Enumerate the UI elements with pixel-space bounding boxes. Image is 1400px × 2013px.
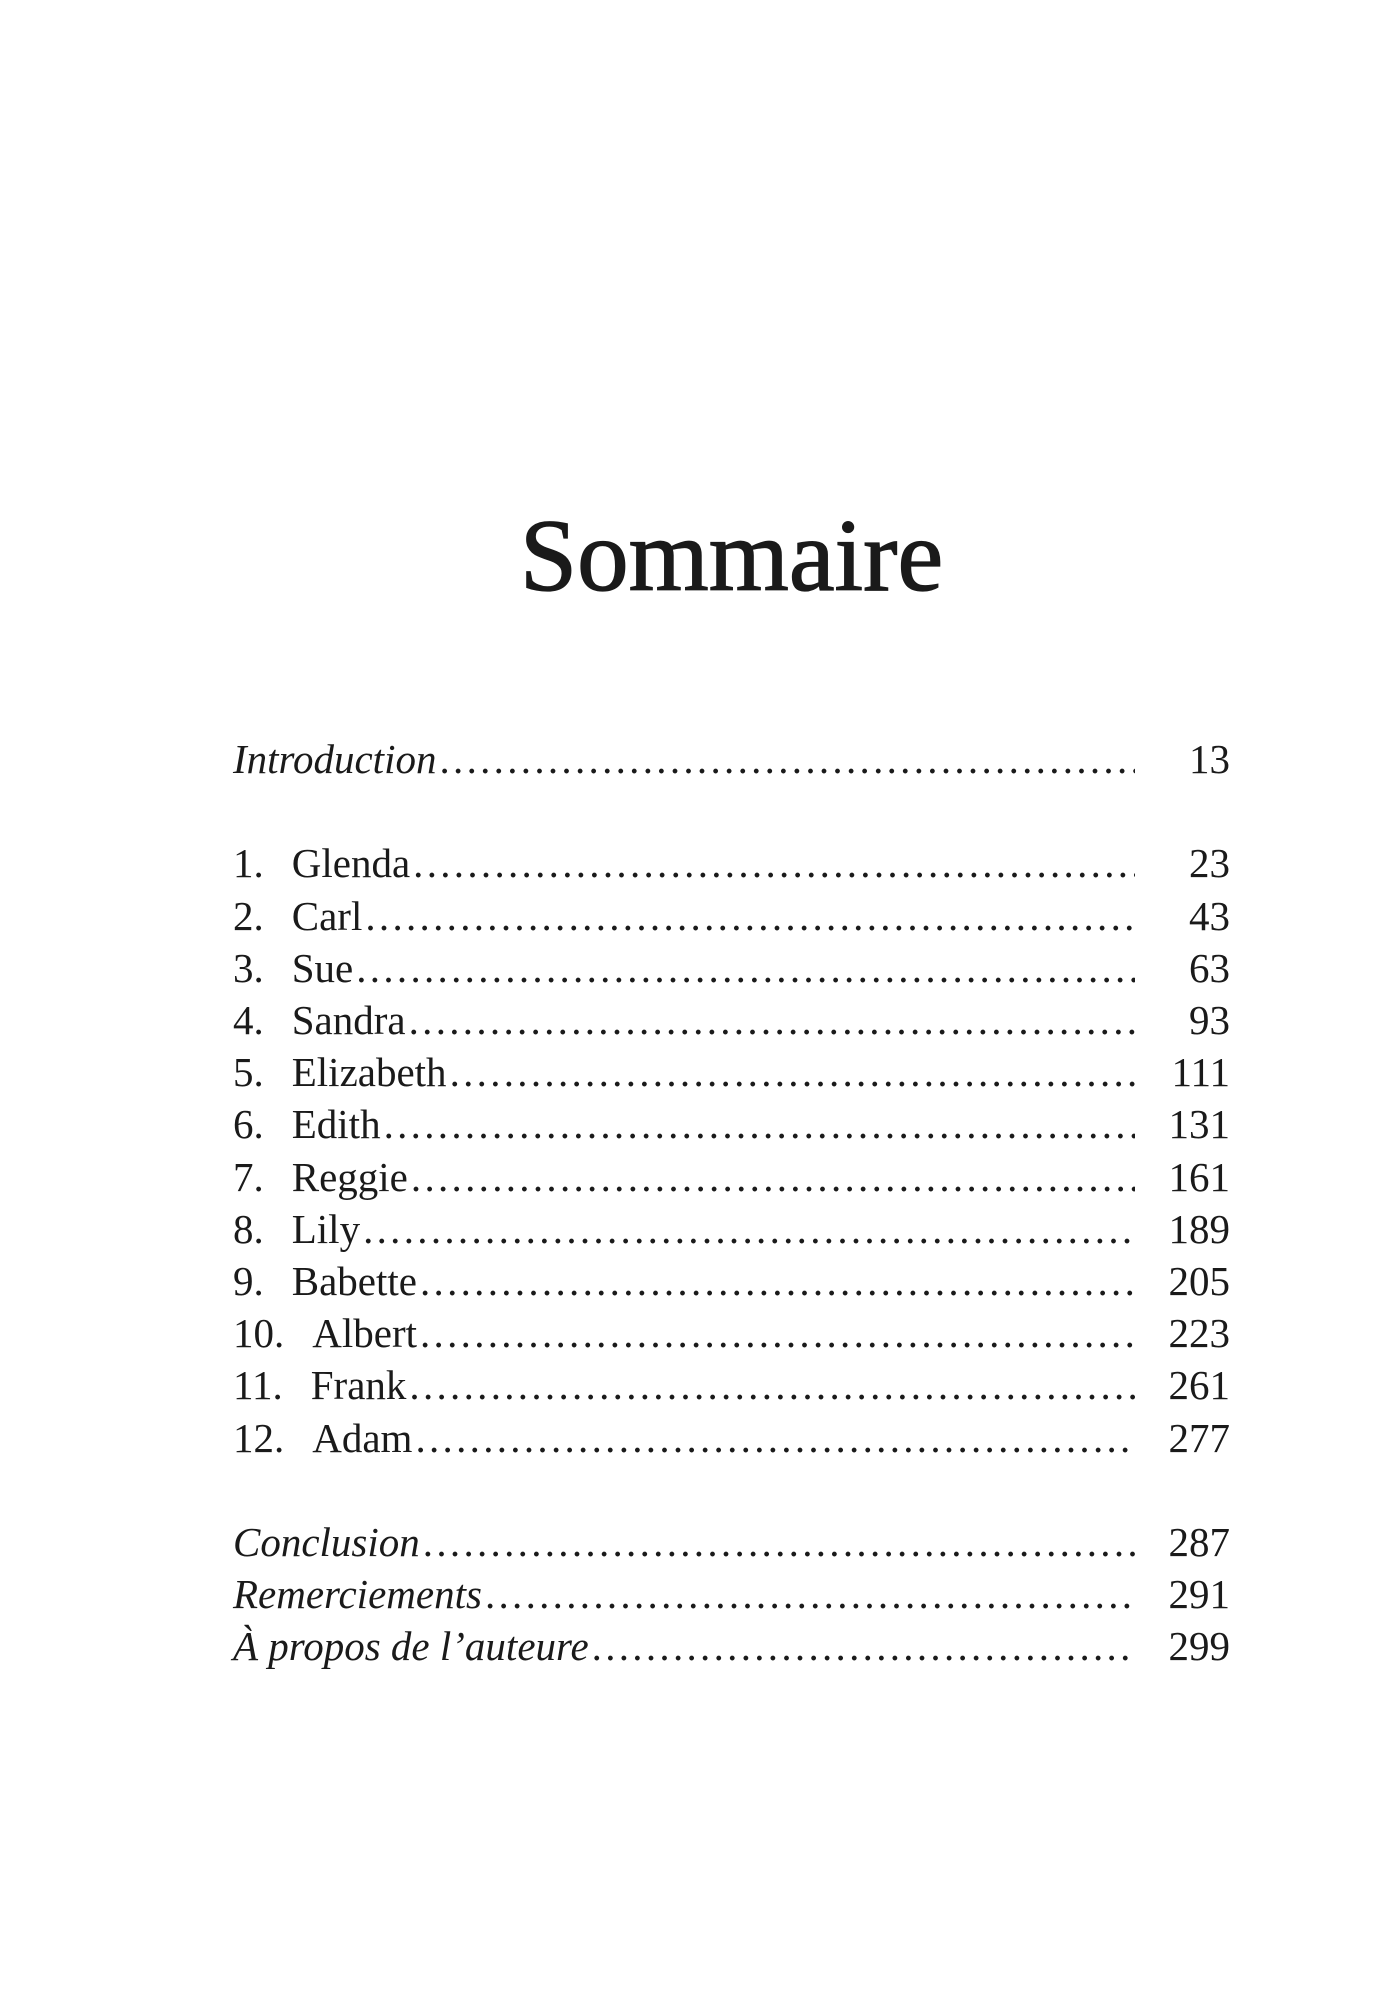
toc-row xyxy=(233,837,1230,889)
dot-leader xyxy=(423,1516,1135,1568)
toc-entry-number: 7. xyxy=(233,1153,264,1200)
toc-entry-number: 4. xyxy=(233,997,264,1043)
toc-page-number: 291 xyxy=(1168,1571,1230,1618)
toc-entry-label: Carl xyxy=(291,892,363,939)
dot-leader xyxy=(409,1359,1135,1411)
toc-page-number: 63 xyxy=(1189,944,1230,991)
toc-entry-number: 3. xyxy=(233,944,264,991)
toc-page-number: 43 xyxy=(1189,892,1230,939)
toc-entry-number: 1. xyxy=(233,840,264,887)
toc-row xyxy=(233,994,1230,1046)
toc-page-number: 161 xyxy=(1168,1153,1230,1200)
dot-leader xyxy=(439,733,1135,785)
toc-entry-label: Reggie xyxy=(291,1153,408,1200)
toc-row xyxy=(233,1620,1230,1672)
dot-leader xyxy=(356,942,1135,994)
toc-entry-label: Lily xyxy=(291,1205,361,1252)
section-gap xyxy=(233,785,1230,837)
toc-page-number: 205 xyxy=(1168,1258,1230,1305)
toc-entry-label: Edith xyxy=(291,1101,381,1148)
dot-leader xyxy=(409,994,1135,1046)
toc-row xyxy=(233,1255,1230,1307)
dot-leader xyxy=(592,1620,1135,1672)
toc-entry-number: 5. xyxy=(233,1049,264,1096)
page-title: Sommaire xyxy=(519,499,944,613)
toc-entry-label: Introduction xyxy=(233,736,437,782)
dot-leader xyxy=(420,1255,1135,1307)
toc-row xyxy=(233,1307,1230,1359)
toc-page-number: 111 xyxy=(1171,1049,1230,1096)
toc-page-number: 261 xyxy=(1168,1362,1230,1409)
dot-leader xyxy=(420,1307,1135,1359)
dot-leader xyxy=(363,1203,1135,1255)
toc-entry-label: Frank xyxy=(310,1362,407,1409)
toc-page-number: 299 xyxy=(1168,1623,1230,1670)
toc-page-number: 287 xyxy=(1168,1519,1230,1566)
toc-row xyxy=(233,1568,1230,1620)
toc-page-number: 189 xyxy=(1168,1205,1230,1252)
toc-row xyxy=(233,1046,1230,1098)
table-of-contents xyxy=(233,733,1230,1673)
toc-row xyxy=(233,1359,1230,1411)
toc-entry-label: Albert xyxy=(312,1310,417,1357)
toc-row xyxy=(233,1151,1230,1203)
toc-row xyxy=(233,1412,1230,1464)
toc-row xyxy=(233,1516,1230,1568)
toc-page-number: 93 xyxy=(1189,997,1230,1043)
toc-row xyxy=(233,1098,1230,1150)
dot-leader xyxy=(411,1151,1135,1203)
dot-leader xyxy=(450,1046,1135,1098)
toc-entry-number: 2. xyxy=(233,892,264,939)
toc-entry-number: 12. xyxy=(233,1414,285,1461)
toc-page-number: 223 xyxy=(1168,1310,1230,1357)
toc-entry-number: 11. xyxy=(233,1362,283,1409)
toc-entry-label: Glenda xyxy=(291,840,411,887)
toc-entry-number: 6. xyxy=(233,1101,264,1148)
toc-entry-label: Conclusion xyxy=(233,1519,420,1566)
toc-page-number: 277 xyxy=(1168,1414,1230,1461)
toc-page-number: 13 xyxy=(1189,736,1230,782)
toc-entry-label: Sue xyxy=(291,944,354,991)
dot-leader xyxy=(365,890,1135,942)
dot-leader xyxy=(413,837,1135,889)
toc-entry-label: Sandra xyxy=(291,997,406,1043)
toc-row xyxy=(233,1203,1230,1255)
dot-leader xyxy=(384,1098,1135,1150)
toc-page-number: 23 xyxy=(1189,840,1230,887)
section-gap xyxy=(233,1464,1230,1516)
toc-entry-label: Remerciements xyxy=(233,1571,482,1618)
toc-row xyxy=(233,733,1230,785)
toc-row xyxy=(233,890,1230,942)
toc-entry-label: Babette xyxy=(291,1258,417,1305)
toc-entry-number: 9. xyxy=(233,1258,264,1305)
toc-entry-label: À propos de l’auteure xyxy=(233,1623,589,1670)
toc-entry-number: 10. xyxy=(233,1310,285,1357)
toc-entry-number: 8. xyxy=(233,1205,264,1252)
toc-entry-label: Elizabeth xyxy=(291,1049,447,1096)
toc-row xyxy=(233,942,1230,994)
dot-leader xyxy=(415,1412,1135,1464)
toc-entry-label: Adam xyxy=(312,1414,413,1461)
dot-leader xyxy=(485,1568,1135,1620)
toc-page-number: 131 xyxy=(1168,1101,1230,1148)
